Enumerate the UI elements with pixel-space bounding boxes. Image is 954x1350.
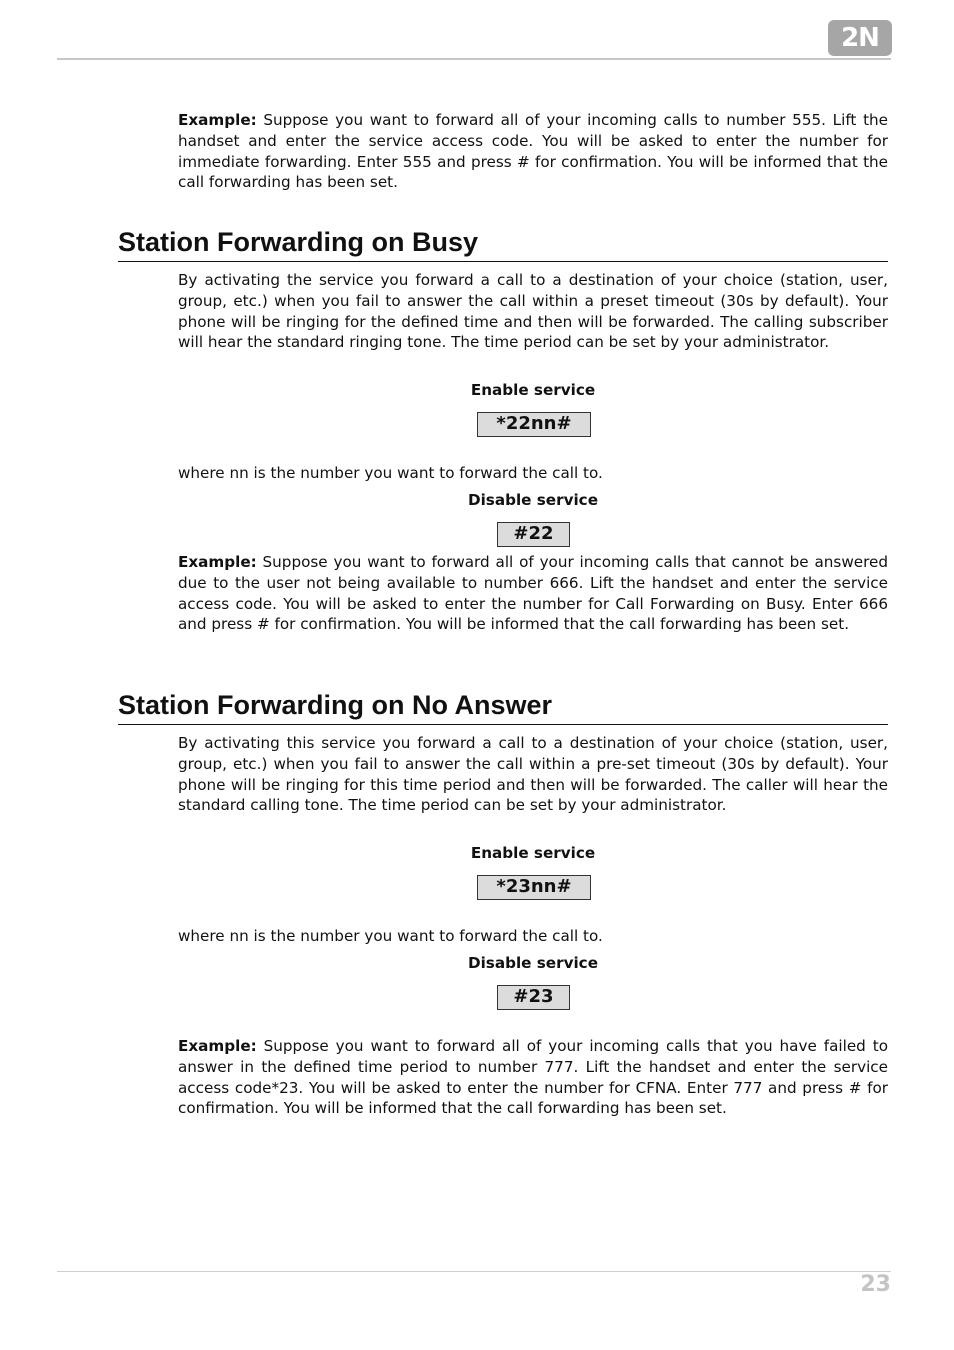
busy-example [178, 552, 888, 635]
busy-where-text: where nn is the number you want to forward the call to. [178, 464, 603, 482]
busy-section-title: Station Forwarding on Busy [118, 227, 888, 262]
no-answer-example-label: Example: [178, 1037, 257, 1055]
no-answer-example-text: Suppose you want to forward all of your incoming calls that you have failed to answer in the defined time period to number 777. Lift the handset and enter the service access code*23. You will be asked to enter the number for CFNA. Enter 777 and press # for confirmation. You will be informed that the call forwarding has been set. [178, 1037, 888, 1118]
busy-example-text: Suppose you want to forward all of your incoming calls that cannot be answered due to the user not being available to number 666. Lift the handset and enter the service access code. You will be asked to enter the number for Call Forwarding on Busy. Enter 666 and press # for confirmation. You will be informed that the call forwarding has been set. [178, 553, 888, 634]
intro-example-label: Example: [178, 111, 257, 129]
intro-example [178, 110, 888, 193]
intro-example-text: Suppose you want to forward all of your incoming calls to number 555. Lift the handset and enter the service access code. You will be asked to enter the number for immediate forwarding. Enter 555 and press # for confirmation. You will be informed that the call forwarding has been set. [178, 111, 888, 192]
no-answer-description: By activating this service you forward a call to a destination of your choice (station, user, group, etc.) when you fail to answer the call within a pre-set timeout (30s by default). Your phone will be ringing for this time period and then will be forwarded. The caller will hear the standard calling tone. The time period can be set by your administrator. [178, 734, 888, 815]
page-number: 23 [860, 1272, 891, 1297]
busy-enable-code: *22nn# [477, 412, 591, 437]
no-answer-example [178, 1036, 888, 1119]
no-answer-enable-code: *23nn# [477, 875, 591, 900]
no-answer-section-title: Station Forwarding on No Answer [118, 690, 888, 725]
busy-description: By activating the service you forward a call to a destination of your choice (station, user, group, etc.) when you fail to answer the call within a preset timeout (30s by default). Your phone will be ringing for the defined time and then will be forwarded. The calling subscriber will hear the standard ringing tone. The time period can be set by your administrator. [178, 271, 888, 352]
busy-disable-label: Disable service [467, 491, 598, 509]
busy-example-label: Example: [178, 553, 257, 571]
no-answer-disable-code: #23 [497, 985, 570, 1010]
logo-text: 2N [841, 23, 879, 53]
no-answer-enable-label: Enable service [470, 844, 596, 862]
brand-logo [828, 20, 892, 56]
footer-divider [57, 1271, 891, 1272]
header-divider [57, 58, 891, 60]
busy-disable-code: #22 [497, 522, 570, 547]
busy-enable-label: Enable service [470, 381, 596, 399]
no-answer-where-text: where nn is the number you want to forward the call to. [178, 927, 603, 945]
no-answer-disable-label: Disable service [467, 954, 598, 972]
